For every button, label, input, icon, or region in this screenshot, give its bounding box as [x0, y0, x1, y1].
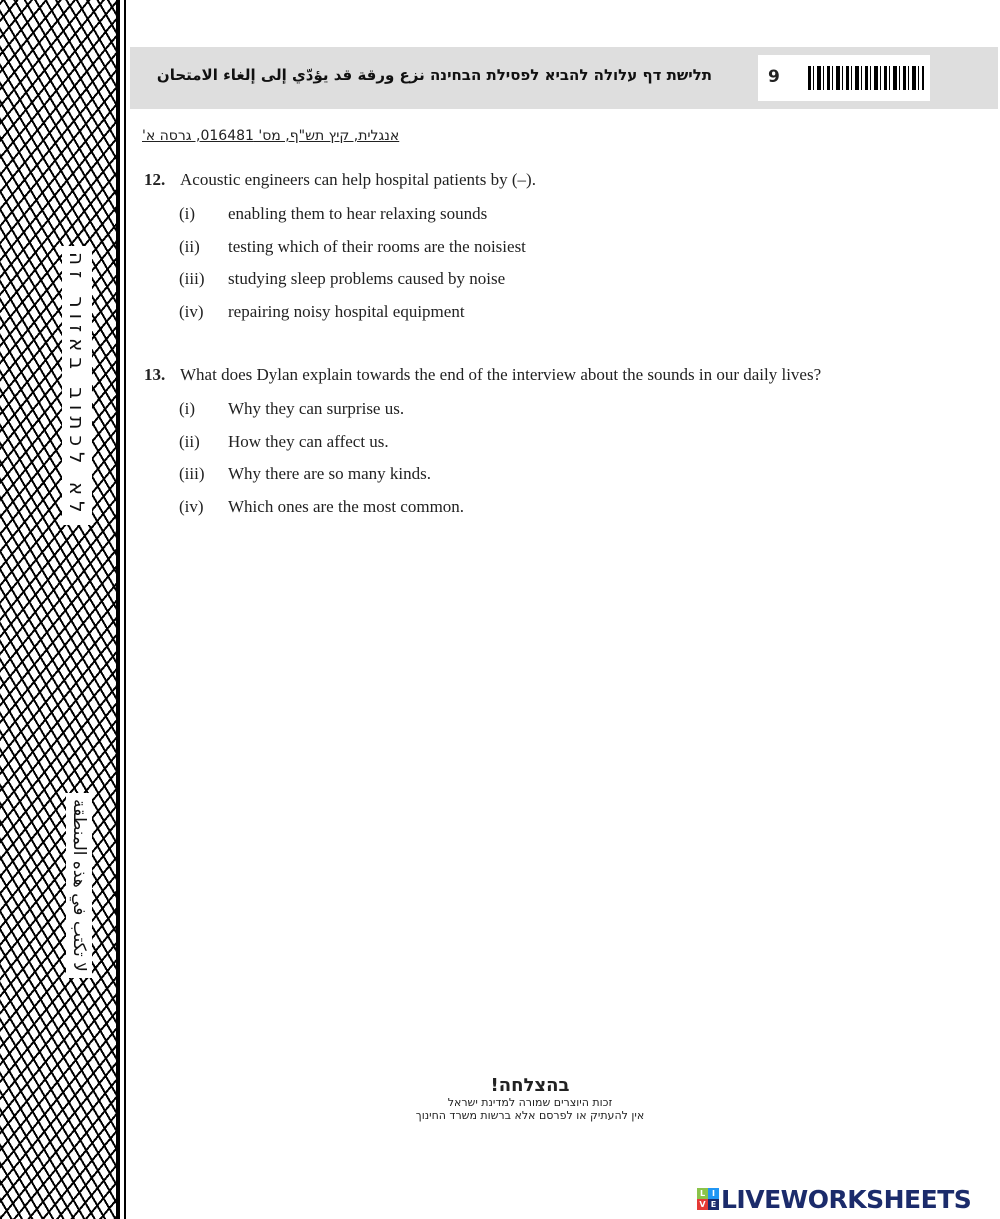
- option-text: How they can affect us.: [228, 431, 389, 451]
- option-label: (ii): [179, 236, 200, 256]
- answer-option[interactable]: [144, 464, 821, 497]
- option-label: (ii): [179, 431, 200, 451]
- page-number: 9: [768, 67, 780, 87]
- option-text: studying sleep problems caused by noise: [228, 269, 506, 288]
- liveworksheets-logo[interactable]: [697, 1184, 971, 1214]
- answer-option[interactable]: [144, 302, 536, 335]
- logo-tile: V: [697, 1199, 708, 1210]
- copyright-line-2: אין להעתיק או לפרסם אלא ברשות משרד החינוך: [415, 1109, 645, 1122]
- option-text: repairing noisy hospital equipment: [228, 301, 465, 321]
- option-text: enabling them to hear relaxing sounds: [228, 204, 488, 223]
- answer-option[interactable]: [144, 432, 821, 465]
- option-label: (iii): [179, 269, 205, 288]
- question-stem: What does Dylan explain towards the end of the interview about the sounds in our daily lives?: [180, 365, 822, 384]
- options-list: [144, 399, 821, 529]
- answer-option[interactable]: [144, 497, 821, 530]
- question-number: 13.: [144, 365, 166, 384]
- liveworksheets-icon: [697, 1188, 719, 1210]
- answer-option[interactable]: [144, 237, 536, 270]
- option-label: (iv): [179, 301, 204, 321]
- margin-pattern-strip: [0, 0, 116, 1219]
- option-label: (iv): [179, 496, 204, 516]
- answer-option[interactable]: [144, 204, 536, 237]
- option-text: Why there are so many kinds.: [228, 464, 431, 483]
- question-number: 12.: [144, 170, 166, 189]
- logo-tile: L: [697, 1188, 708, 1199]
- answer-option[interactable]: [144, 399, 821, 432]
- question-stem: Acoustic engineers can help hospital patients by (–).: [180, 170, 536, 189]
- margin-divider-line-thin: [124, 0, 126, 1219]
- question-13: [144, 365, 821, 529]
- question-12: [144, 170, 536, 334]
- page-header: [130, 47, 998, 109]
- option-label: (iii): [179, 464, 205, 483]
- margin-arabic-notice: لا تكتب في هذه المنطقة: [66, 793, 92, 978]
- margin-divider-line: [116, 0, 120, 1219]
- barcode-box: [758, 55, 930, 101]
- copyright-line-1: זכות היוצרים שמורה למדינת ישראל: [447, 1096, 613, 1109]
- margin-hebrew-notice: לא לכתוב באזור זה: [62, 246, 92, 525]
- option-label: (i): [179, 399, 196, 418]
- good-luck-text: בהצלחה!: [490, 1075, 570, 1096]
- header-notice: תלישת דף עלולה להביא לפסילת הבחינה نزع ورقة قد يؤدّي إلى إلغاء الامتحان: [156, 66, 712, 84]
- exam-reference: אנגלית, קיץ תש"ף, מס' 016481, גרסה א': [142, 128, 400, 144]
- option-label: (i): [179, 204, 196, 223]
- option-text: Why they can surprise us.: [228, 399, 405, 418]
- logo-tile: E: [708, 1199, 719, 1210]
- page-footer: [380, 1075, 680, 1122]
- brand-name: LIVEWORKSHEETS: [721, 1184, 972, 1214]
- option-text: Which ones are the most common.: [228, 496, 465, 516]
- barcode-icon: [808, 66, 924, 90]
- options-list: [144, 204, 536, 334]
- logo-tile: I: [708, 1188, 719, 1199]
- option-text: testing which of their rooms are the noisiest: [228, 236, 526, 256]
- answer-option[interactable]: [144, 269, 536, 302]
